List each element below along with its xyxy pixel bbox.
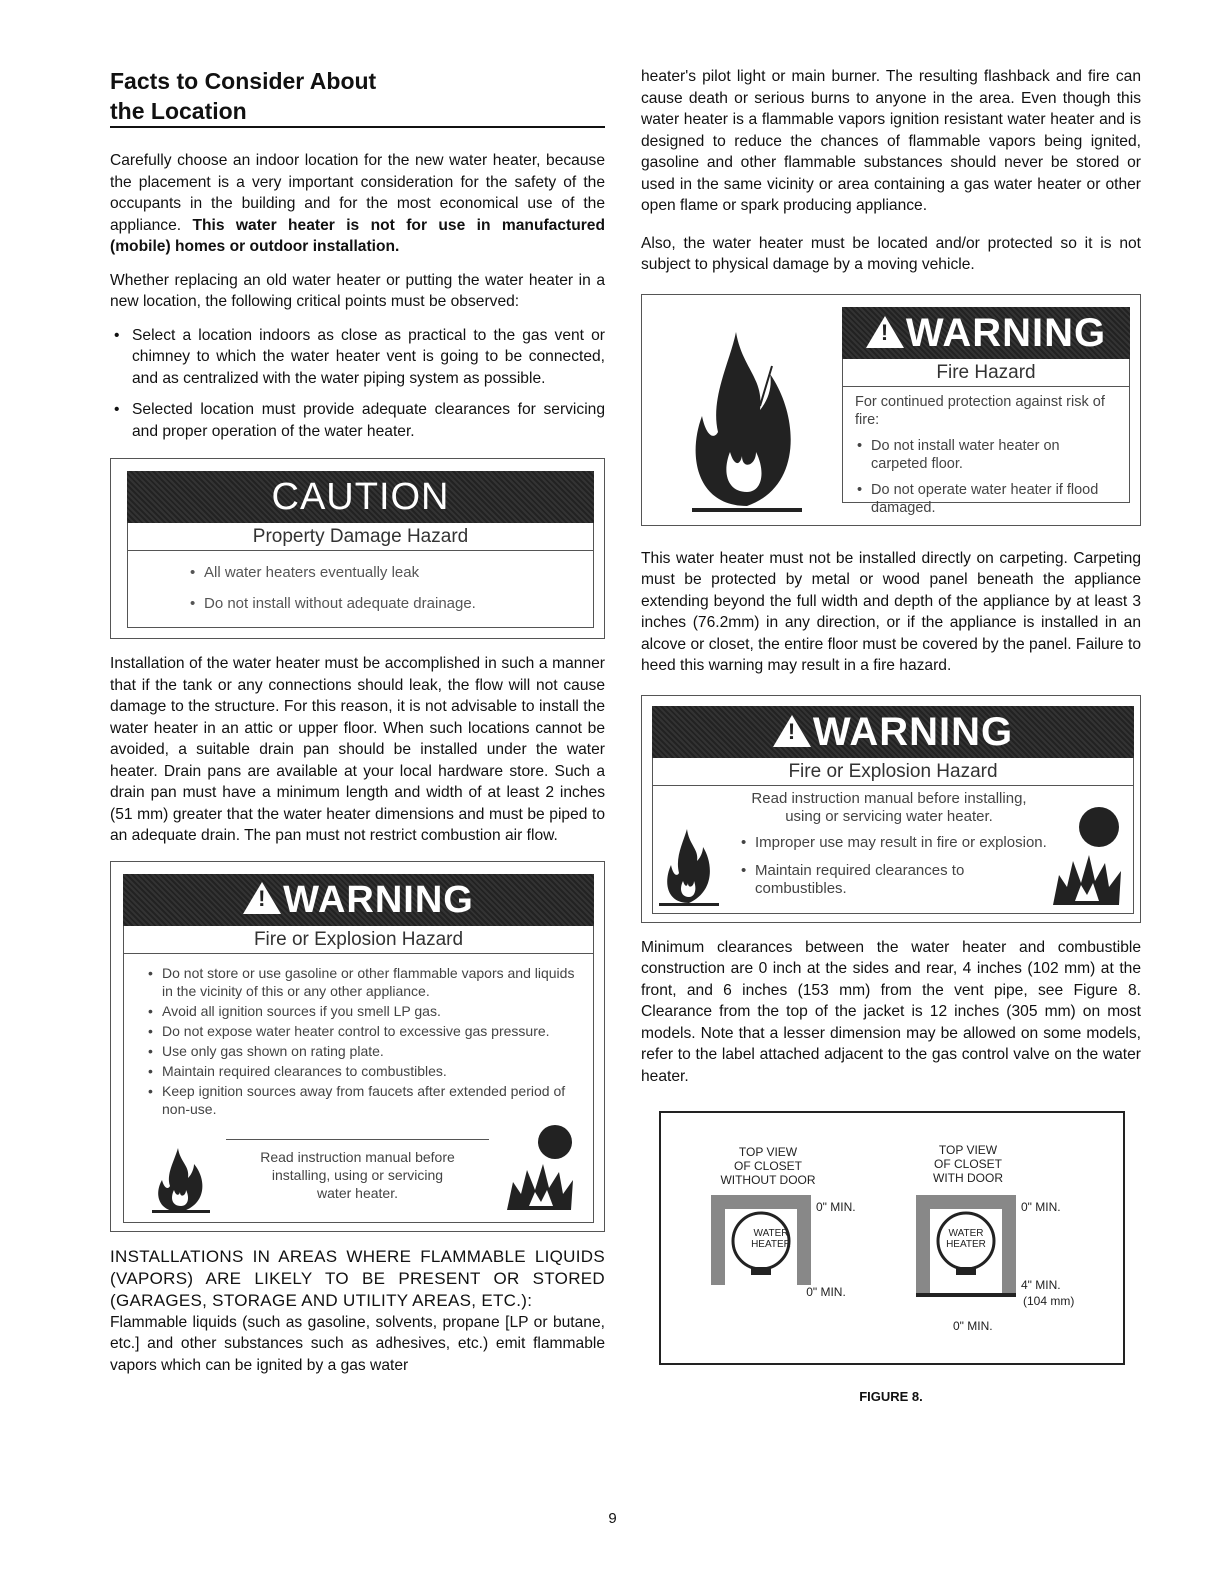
drain-pan-paragraph: Installation of the water heater must be accomplished in such a manner that if the tank or any connections should leak, the flow will not cause damage to the structure. For this reason, it is not advisable to install the water heater in an attic or upper floor. When such locations cannot be avoided, a suitable drain pan should be installed under the water heater. Drain pans are available at your local hardware store. Such a drain pan must have a minimum length and width of at least 2 inches (51 mm) greater that the water heater dimensions and must be piped to an adequate drain. The pan must not restrict combustion air flow. — [110, 655, 605, 844]
caution-label — [110, 458, 605, 639]
carpeting-paragraph: This water heater must not be installed directly on carpeting. Carpeting must be protected by metal or wood panel beneath the appliance extending beyond the full width and depth of the appliance by at least 3 inches (76.2mm) in any direction, or if the appliance is installed in an alcove or closet, the entire floor must be covered by the panel. Failure to heed this warning may result in a fire hazard. — [641, 549, 1141, 674]
warning-body — [842, 387, 1130, 516]
heading-rule — [110, 126, 605, 128]
warning-subheader: Fire or Explosion Hazard — [652, 758, 1134, 786]
flame-icon — [657, 799, 721, 909]
warning-body — [123, 954, 594, 1223]
list-item: • Maintain required clearances to combustibles. — [739, 862, 1047, 898]
warning-header: !WARNING — [842, 307, 1130, 359]
warning-header: !WARNING — [123, 874, 594, 926]
right-top-clearance: 0" MIN. — [1021, 1200, 1061, 1214]
wh-label-left: WATER HEATER — [751, 1228, 791, 1250]
warning-header: !WARNING — [652, 706, 1134, 758]
list-item: • Do not install without adequate drainage. — [188, 594, 581, 613]
flashback-paragraph: heater's pilot light or main burner. The resulting flashback and fire can cause death or serious burns to anyone in the area. Even though this water heater is a flammable vapors ignition resistant water heater and is designed to reduce the chances of flammable vapors being ignited, gasoline and other flammable substances should never be stored or used in the same vicinity or area containing a gas water heater or other open flame or spark producing appliance. — [641, 68, 1141, 214]
warning-lead: For continued protection against risk of fire: — [855, 393, 1105, 428]
closet-with-door-diagram — [916, 1195, 1036, 1315]
left-top-clearance: 0" MIN. — [816, 1200, 856, 1214]
vehicle-damage-paragraph: Also, the water heater must be located and/or protected so it is not subject to physical damage by a moving vehicle. — [641, 234, 1141, 273]
right-front-clearance-mm: (104 mm) — [1023, 1294, 1075, 1308]
warning-label-fire-explosion — [110, 861, 605, 1232]
right-front-clearance: 4" MIN. — [1021, 1278, 1061, 1292]
figure-caption: FIGURE 8. — [859, 1389, 923, 1404]
warning-label-fire-hazard — [641, 294, 1141, 526]
warning-triangle-icon — [773, 715, 811, 747]
list-item: • Improper use may result in fire or explosion. — [739, 834, 1047, 852]
flame-icon — [146, 1144, 216, 1214]
page-number: 9 — [608, 1510, 617, 1527]
flame-icon — [672, 306, 822, 516]
wh-label-right: WATER HEATER — [946, 1228, 986, 1250]
caution-body — [127, 551, 594, 628]
list-item: • Use only gas shown on rating plate. — [146, 1042, 579, 1060]
warning-footer: Read instruction manual before installing, using or servicing water heater. — [226, 1139, 489, 1208]
intro-paragraph: Carefully choose an indoor location for the new water heater, because the placement is a very important consideration for the safety of the occupants in the building and for the most economical use of the appliance. This water heater is not for use in manufactured (mobile) homes or outdoor installation. — [110, 152, 605, 255]
caution-header: CAUTION — [127, 471, 594, 523]
warning-triangle-icon — [243, 882, 281, 914]
list-item: • Select a location indoors as close as practical to the gas vent or chimney to which the water heater vent is going to be connected, and as centralized with the water piping system as possible. — [110, 325, 605, 390]
warning-lead-line1: Read instruction manual before installing, — [751, 789, 1027, 807]
warning-lead-line2: using or servicing water heater. — [785, 807, 993, 825]
critical-points-paragraph: Whether replacing an old water heater or putting the water heater in a new location, the following critical points must be observed: — [110, 271, 605, 310]
left-column — [110, 66, 605, 1388]
list-item: • Do not install water heater on carpeted floor. — [855, 437, 1117, 473]
list-item: • Do not store or use gasoline or other flammable vapors and liquids in the vicinity of this or any other appliance. — [146, 964, 579, 1000]
clearances-paragraph: Minimum clearances between the water heater and combustible construction are 0 inch at the sides and rear, 4 inches (102 mm) at the front, and 6 inches (153 mm) from the vent pipe, see Figure 8. Clearance from the top of the jacket is 12 inches (305 mm) on most models. Note that a lesser dimension may be allowed on some models, refer to the label attached adjacent to the gas control valve on the water heater. — [641, 938, 1141, 1085]
section-heading: Facts to Consider About the Location — [110, 68, 377, 124]
warning-subheader: Fire Hazard — [842, 359, 1130, 387]
flammable-liquids-paragraph: Flammable liquids (such as gasoline, solvents, propane [LP or butane, etc.] and other substances such as adhesives, etc.) emit flammable vapors which can be ignited by a gas water — [110, 1313, 605, 1374]
warning-body — [652, 786, 1134, 914]
fire-burst-icon — [499, 1124, 579, 1214]
caution-subheader: Property Damage Hazard — [127, 523, 594, 551]
warning-subheader: Fire or Explosion Hazard — [123, 926, 594, 954]
right-view-title: TOP VIEW OF CLOSET WITH DOOR — [933, 1143, 1003, 1185]
right-column — [641, 66, 1141, 1404]
warning-label-fire-explosion — [641, 695, 1141, 923]
list-item: • All water heaters eventually leak — [188, 563, 581, 582]
left-bottom-clearance: 0" MIN. — [806, 1285, 846, 1299]
list-item: • Do not expose water heater control to excessive gas pressure. — [146, 1022, 579, 1040]
right-bottom-clearance: 0" MIN. — [953, 1319, 993, 1333]
fire-burst-icon — [1047, 789, 1127, 909]
warning-triangle-icon — [866, 316, 904, 348]
list-item: • Do not operate water heater if flood damaged. — [855, 481, 1117, 517]
list-item: • Selected location must provide adequate clearances for servicing and proper operation of the water heater. — [110, 399, 605, 442]
list-item: • Keep ignition sources away from faucets after extended period of non-use. — [146, 1082, 579, 1118]
critical-points-list — [110, 325, 605, 443]
left-view-title: TOP VIEW OF CLOSET WITHOUT DOOR — [720, 1145, 816, 1187]
list-item: • Avoid all ignition sources if you smell LP gas. — [146, 1002, 579, 1020]
flammable-areas-heading: INSTALLATIONS IN AREAS WHERE FLAMMABLE LIQUIDS (VAPORS) ARE LIKELY TO BE PRESENT OR STORED (GARAGES, STORAGE AND UTILITY AREAS, ETC.): — [110, 1246, 605, 1310]
figure-8-closet-diagram — [659, 1111, 1125, 1365]
list-item: • Maintain required clearances to combustibles. — [146, 1062, 579, 1080]
